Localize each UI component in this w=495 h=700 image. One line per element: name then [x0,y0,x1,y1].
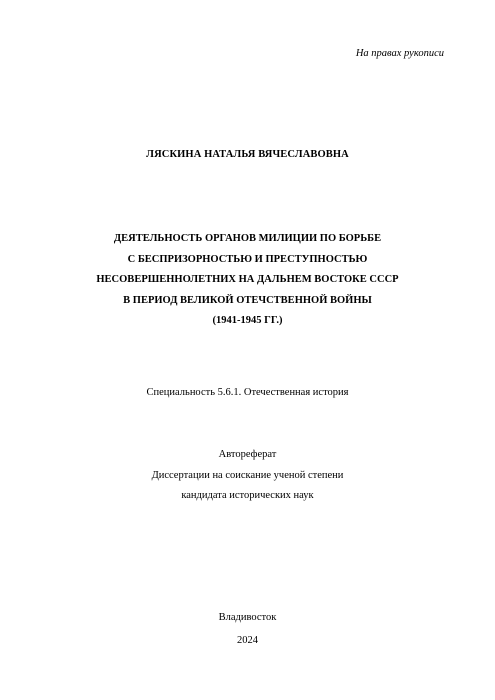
city: Владивосток [218,612,277,623]
title-line: С БЕСПРИЗОРНОСТЬЮ И ПРЕСТУПНОСТЬЮ [127,253,368,265]
title-line: (1941-1945 ГГ.) [212,315,283,326]
author-name: ЛЯСКИНА НАТАЛЬЯ ВЯЧЕСЛАВОВНА [146,149,349,160]
title-line: ДЕЯТЕЛЬНОСТЬ ОРГАНОВ МИЛИЦИИ ПО БОРЬБЕ [113,233,382,244]
specialty-line: Специальность 5.6.1. Отечественная история [146,387,349,398]
abstract-line: Диссертации на соискание ученой степени [151,469,344,481]
place-and-year [0,606,495,652]
abstract-line: кандидата исторических наук [181,490,314,501]
manuscript-rights-note: На правах рукописи [355,48,444,59]
abstract-description [0,445,495,507]
title-line: НЕСОВЕРШЕННОЛЕТНИХ НА ДАЛЬНЕМ ВОСТОКЕ СССР [96,274,399,285]
dissertation-title [0,229,495,332]
abstract-line: Автореферат [218,449,277,460]
year: 2024 [237,635,258,646]
title-line: В ПЕРИОД ВЕЛИКОЙ ОТЕЧСТВЕННОЙ ВОЙНЫ [123,294,372,306]
